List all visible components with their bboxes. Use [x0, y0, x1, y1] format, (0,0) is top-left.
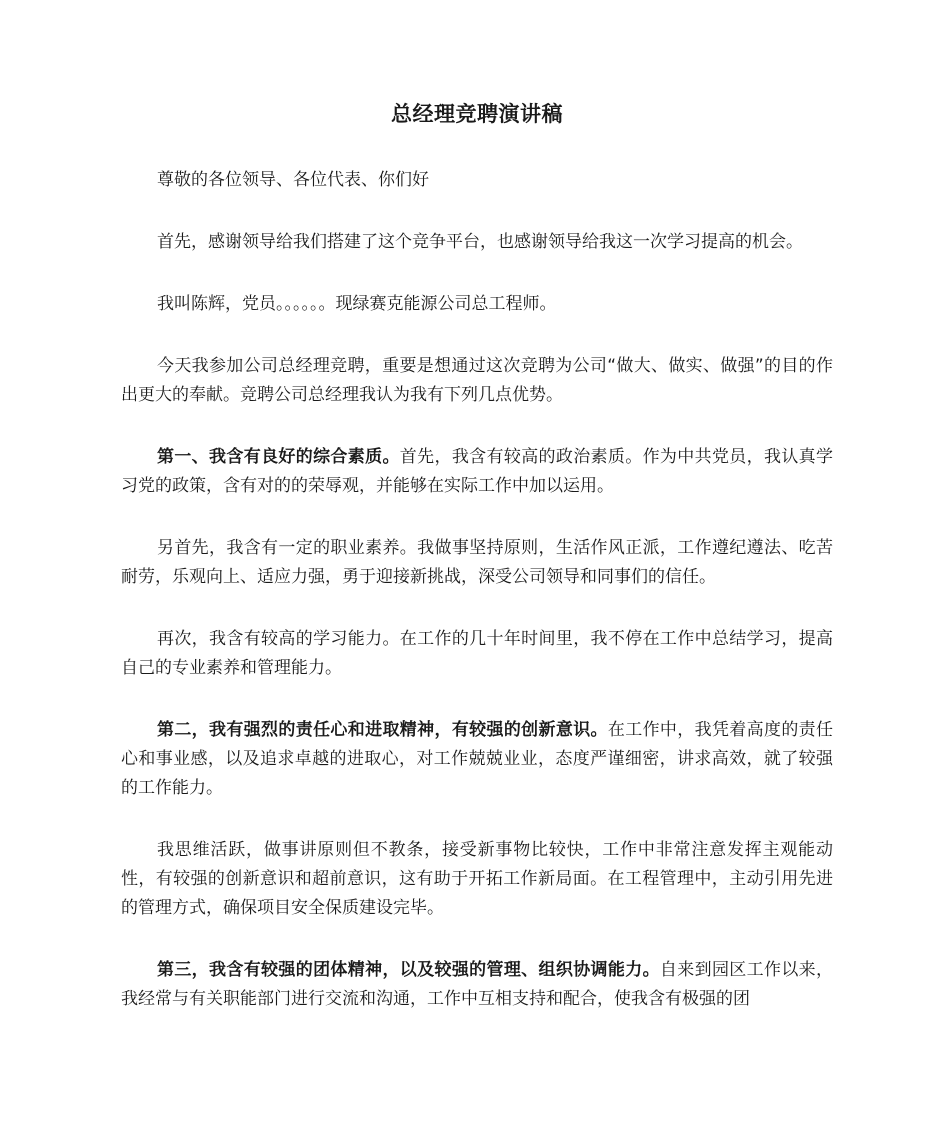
paragraph-text: 今天我参加公司总经理竞聘，重要是想通过这次竞聘为公司“做大、做实、做强”的目的作出更大的奉献。竞聘公司总经理我认为我有下列几点优势。 — [121, 356, 833, 405]
paragraph-lead: 第三，我含有较强的团体精神，以及较强的管理、组织协调能力。 — [157, 960, 660, 980]
paragraph-professionalism — [121, 534, 833, 592]
paragraph-point-two — [121, 716, 833, 803]
paragraph-text: 在工作中，我凭着高度的责任心和事业感，以及追求卓越的进取心，对工作兢兢业业，态度严谨细密，讲求高效，就了较强的工作能力。 — [121, 720, 834, 798]
document-title: 总经理竞聘演讲稿 — [391, 102, 563, 126]
paragraph-text: 我叫陈辉，党员。。。。。。现绿赛克能源公司总工程师。 — [157, 294, 557, 314]
paragraph-introduction — [121, 290, 833, 319]
document-page — [121, 96, 833, 1047]
paragraph-lead: 第一、我含有良好的综合素质。 — [157, 447, 400, 467]
paragraph-text: 另首先，我含有一定的职业素养。我做事坚持原则，生活作风正派，工作遵纪遵法、吃苦耐劳，乐观向上、适应力强，勇于迎接新挑战，深受公司领导和同事们的信任。 — [121, 538, 833, 587]
paragraph-text: 我思维活跃，做事讲原则但不教条，接受新事物比较快，工作中非常注意发挥主观能动性，有较强的创新意识和超前意识，这有助于开拓工作新局面。在工程管理中，主动引用先进的管理方式，确保项目安全保质建设完毕。 — [121, 840, 833, 918]
paragraph-text: 首先，感谢领导给我们搭建了这个竞争平台，也感谢领导给我这一次学习提高的机会。 — [157, 232, 803, 252]
paragraph-purpose — [121, 352, 833, 410]
paragraph-innovation — [121, 836, 833, 923]
paragraph-text: 再次，我含有较高的学习能力。在工作的几十年时间里，我不停在工作中总结学习，提高自己的专业素养和管理能力。 — [121, 629, 833, 678]
paragraph-learning — [121, 625, 833, 683]
paragraph-text: 首先，我含有较高的政治素质。作为中共党员，我认真学习党的政策，含有对的的荣辱观，并能够在实际工作中加以运用。 — [121, 447, 834, 496]
paragraph-text: 尊敬的各位领导、各位代表、你们好 — [157, 170, 429, 190]
paragraph-text: 自来到园区工作以来，我经常与有关职能部门进行交流和沟通，工作中互相支持和配合，使我含有极强的团 — [121, 960, 834, 1009]
paragraph-point-three — [121, 956, 833, 1014]
paragraph-thanks — [121, 228, 833, 257]
paragraph-greeting — [121, 166, 833, 195]
paragraph-lead: 第二，我有强烈的责任心和进取精神，有较强的创新意识。 — [157, 720, 608, 740]
paragraph-point-one — [121, 443, 833, 501]
